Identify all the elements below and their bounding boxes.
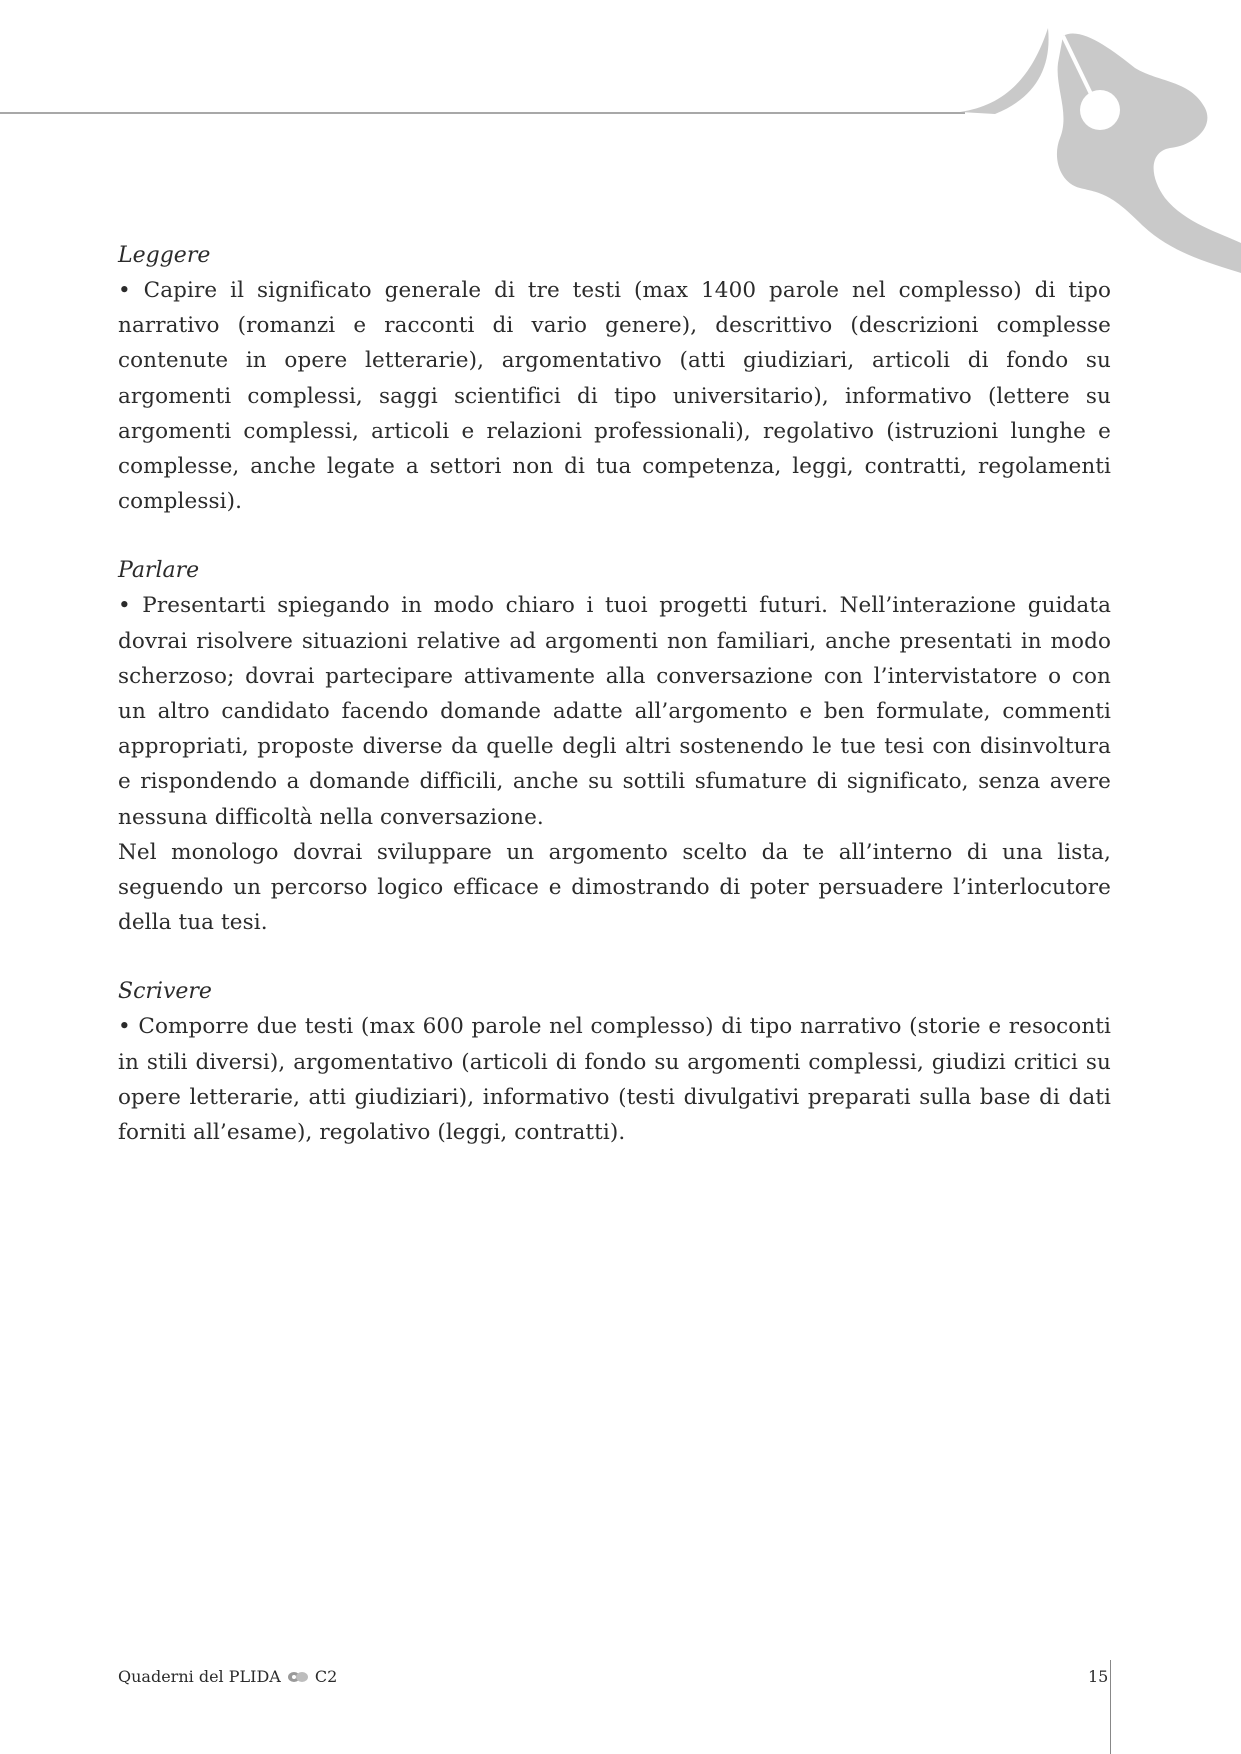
section-paragraph: Nel monologo dovrai sviluppare un argomento scelto da te all’interno di una lista, seguendo un percorso logico efficace e dimostrando di poter persuadere l’interlocutore della tua tesi. bbox=[118, 839, 1111, 936]
section-title: Parlare bbox=[118, 558, 200, 584]
footer-series bbox=[118, 1667, 337, 1687]
section-parlare bbox=[118, 553, 1111, 940]
section-title: Leggere bbox=[118, 243, 211, 268]
section-title: Scrivere bbox=[118, 979, 212, 1005]
footer-level: C2 bbox=[314, 1667, 338, 1686]
section-scrivere bbox=[118, 974, 1111, 1150]
section-paragraph: • Comporre due testi (max 600 parole nel complesso) di tipo narrativo (storie e resoconti in stili diversi), argomentativo (articoli di fondo su argomenti complessi, giudizi critici su opere letterarie, atti giudiziari), informativo (testi divulgativi preparati sulla base di dati forniti all’esame), regolativo (leggi, contratti). bbox=[118, 1014, 1111, 1146]
header-rule bbox=[0, 112, 965, 114]
page-number: 15 bbox=[1088, 1667, 1109, 1686]
section-paragraph: • Presentarti spiegando in modo chiaro i tuoi progetti futuri. Nell’interazione guidata dovrai risolvere situazioni relative ad argomenti non familiari, anche presentati in modo scherzoso; dovrai partecipare attivamente alla conversazione con l’intervistatore o con un altro candidato facendo domande adatte all’argomento e ben formulate, commenti appropriati, proposte diverse da quelle degli altri sostenendo le tue tesi con disinvoltura e rispondendo a domande difficili, anche su sottili sfumature di significato, senza avere nessuna difficoltà nella conversazione. bbox=[118, 593, 1111, 830]
footer-series-title: Quaderni del PLIDA bbox=[118, 1667, 281, 1686]
section-paragraph: • Capire il significato generale di tre testi (max 1400 parole nel complesso) di tipo narrativo (romanzi e racconti di vario genere), descrittivo (descrizioni complesse contenute in opere letterarie), argomentativo (atti giudiziari, articoli di fondo su argomenti complessi, saggi scientifici di tipo universitario), informativo (lettere su argomenti complessi, articoli e relazioni professionali), regolativo (istruzioni lunghe e complesse, anche legate a settori non di tua competenza, leggi, contratti, regolamenti complessi). bbox=[118, 278, 1111, 515]
plida-logo-icon bbox=[287, 1671, 309, 1683]
pen-nib-ornament-icon bbox=[960, 28, 1241, 273]
section-leggere bbox=[118, 238, 1111, 519]
main-content bbox=[118, 238, 1111, 1184]
footer-divider bbox=[1110, 1660, 1111, 1754]
